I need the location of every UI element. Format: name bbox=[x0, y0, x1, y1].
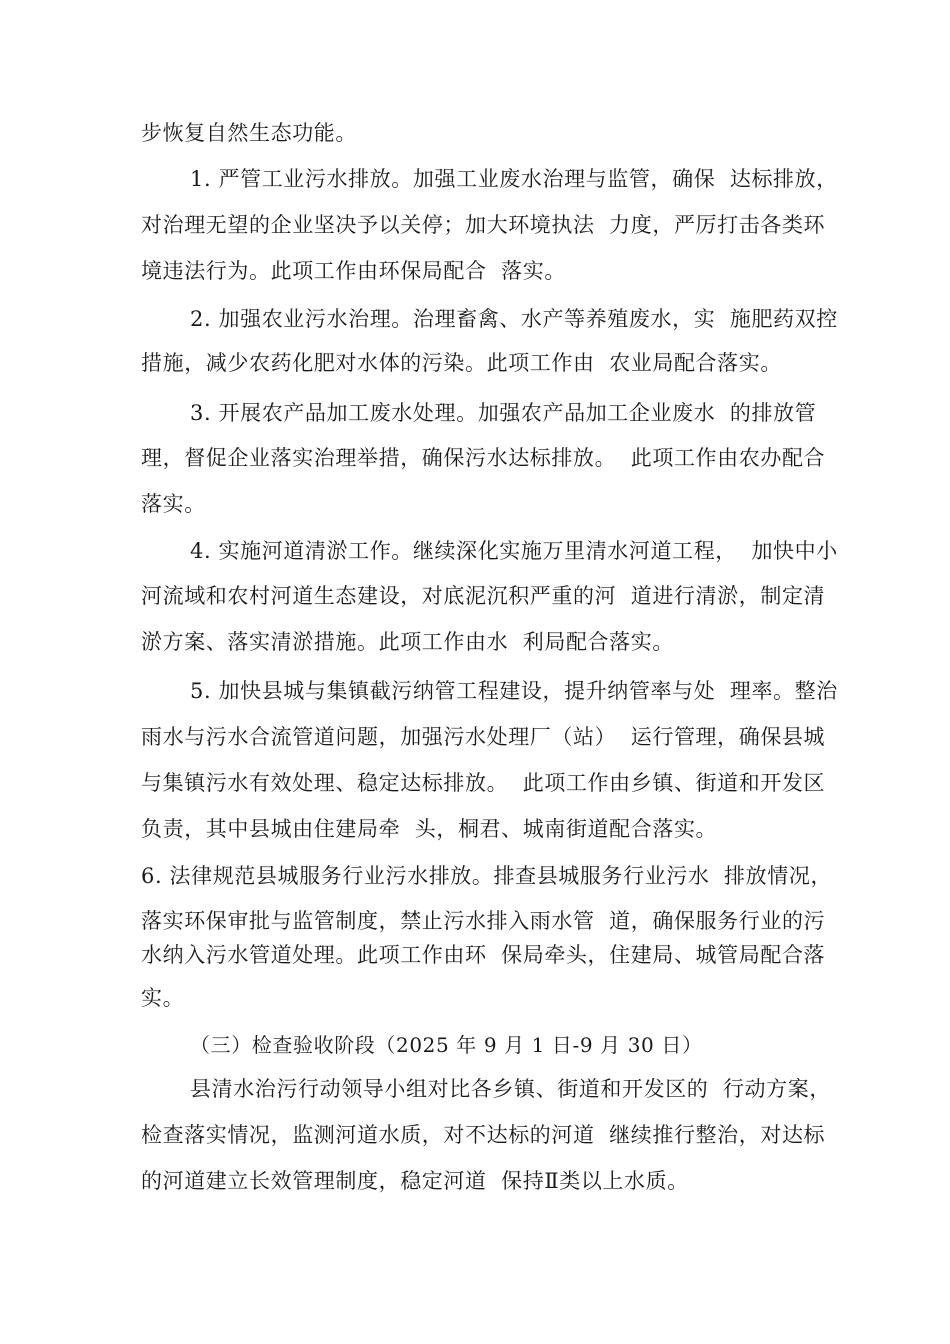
paragraph-line: 落实环保审批与监管制度，禁止污水排入雨水管 道，确保服务行业的污 bbox=[141, 909, 826, 933]
paragraph-line: 水纳入污水管道处理。此项工作由环 保局牵头，住建局、城管局配合落 bbox=[141, 943, 826, 967]
paragraph-line: 的河道建立长效管理制度，稳定河道 保持Ⅱ类以上水质。 bbox=[141, 1169, 689, 1193]
paragraph-line: 雨水与污水合流管道问题，加强污水处理厂（站） 运行管理，确保县城 bbox=[141, 725, 826, 749]
paragraph-line: 6. 法律规范县城服务行业污水排放。排查县城服务行业污水 排放情况， bbox=[141, 864, 833, 888]
paragraph-line: 落实。 bbox=[141, 492, 206, 516]
paragraph-line: 措施，减少农药化肥对水体的污染。此项工作由 农业局配合落实。 bbox=[141, 351, 782, 375]
paragraph-line: 与集镇污水有效处理、稳定达标排放。 此项工作由乡镇、街道和开发区 bbox=[141, 771, 826, 795]
paragraph-line: 境违法行为。此项工作由环保局配合 落实。 bbox=[141, 259, 566, 283]
paragraph-line: 负责，其中县城由住建局牵 头，桐君、城南街道配合落实。 bbox=[141, 817, 718, 841]
paragraph-line: 对治理无望的企业坚决予以关停；加大环境执法 力度，严厉打击各类环 bbox=[141, 213, 826, 237]
paragraph-line: 检查落实情况，监测河道水质，对不达标的河道 继续推行整治，对达标 bbox=[141, 1123, 826, 1147]
paragraph-line: 步恢复自然生态功能。 bbox=[141, 121, 357, 145]
section-heading: （三）检查验收阶段（2025 年 9 月 1 日-9 月 30 日） bbox=[190, 1033, 703, 1057]
paragraph-line: 4. 实施河道清淤工作。继续深化实施万里清水河道工程， 加快中小 bbox=[190, 539, 838, 563]
paragraph-line: 2. 加强农业污水治理。治理畜禽、水产等养殖废水，实 施肥药双控 bbox=[190, 307, 838, 331]
paragraph-line: 淤方案、落实清淤措施。此项工作由水 利局配合落实。 bbox=[141, 630, 674, 654]
paragraph-line: 河流域和农村河道生态建设，对底泥沉积严重的河 道进行清淤，制定清 bbox=[141, 584, 826, 608]
paragraph-line: 实。 bbox=[141, 986, 185, 1010]
paragraph-line: 1. 严管工业污水排放。加强工业废水治理与监管，确保 达标排放， bbox=[190, 167, 838, 191]
paragraph-line: 县清水治污行动领导小组对比各乡镇、街道和开发区的 行动方案， bbox=[190, 1077, 831, 1101]
paragraph-line: 理，督促企业落实治理举措，确保污水达标排放。 此项工作由农办配合 bbox=[141, 446, 826, 470]
paragraph-line: 5. 加快县城与集镇截污纳管工程建设，提升纳管率与处 理率。整治 bbox=[190, 679, 838, 703]
paragraph-line: 3. 开展农产品加工废水处理。加强农产品加工企业废水 的排放管 bbox=[190, 401, 817, 425]
